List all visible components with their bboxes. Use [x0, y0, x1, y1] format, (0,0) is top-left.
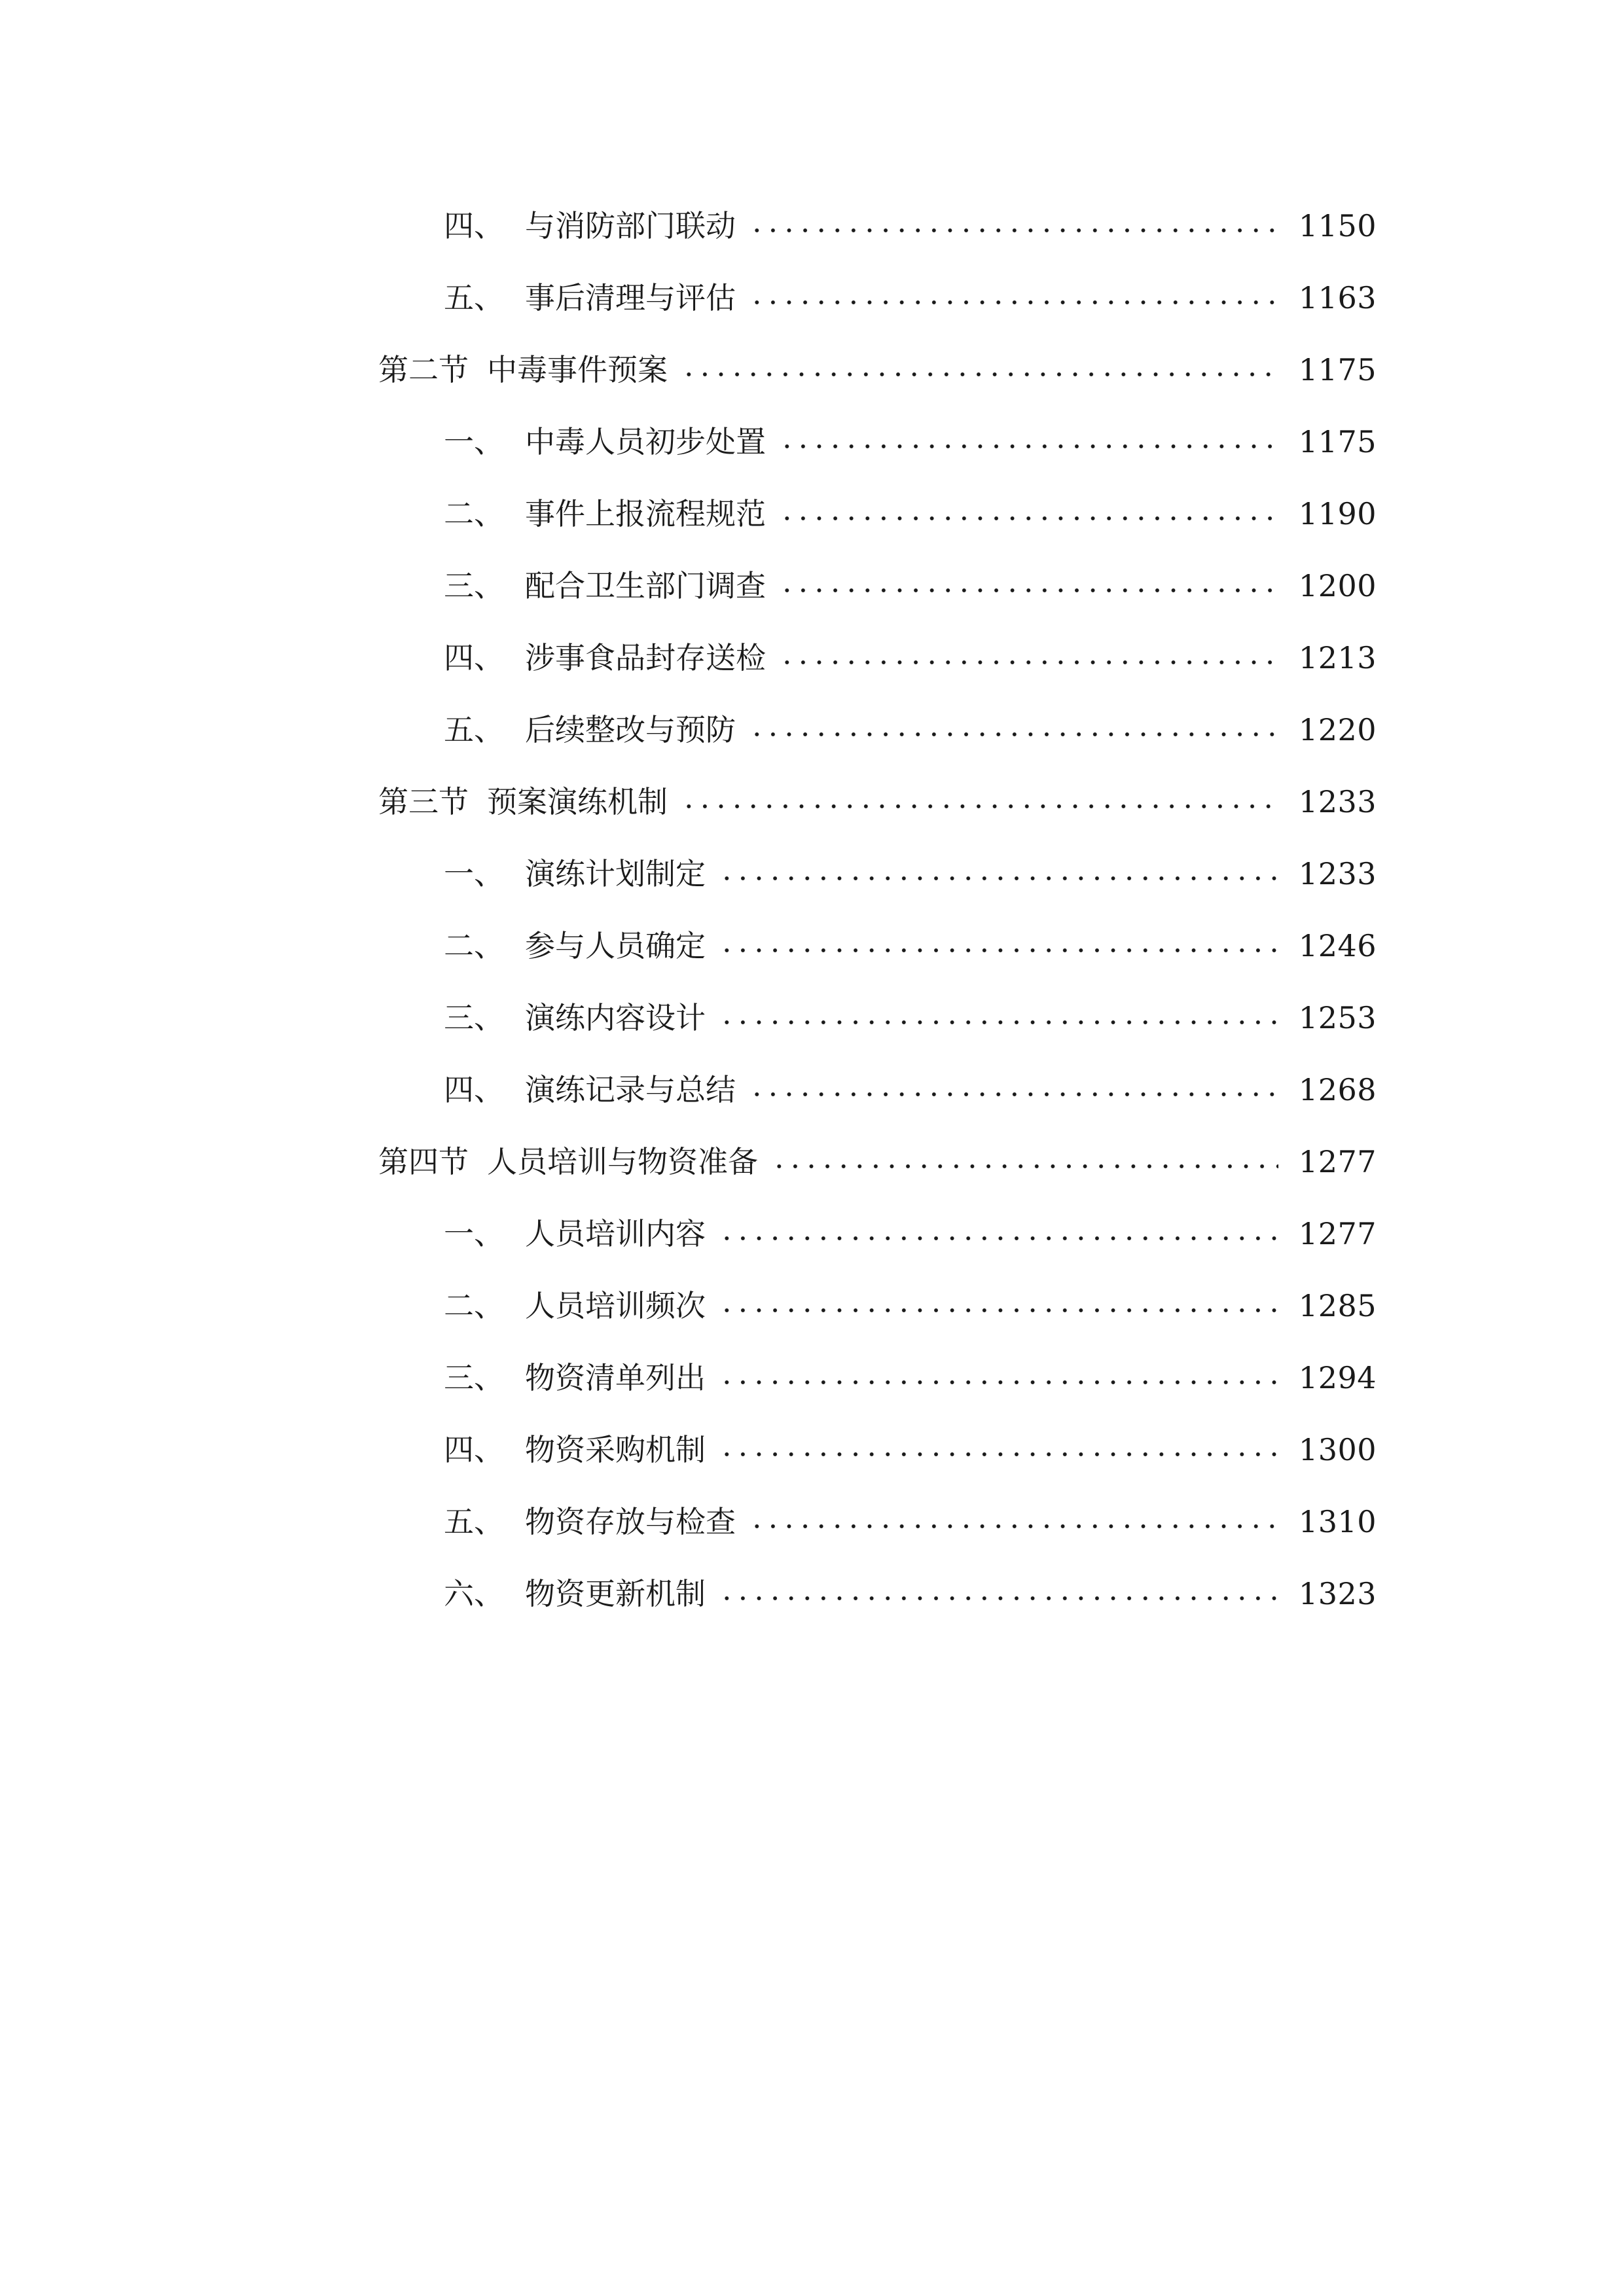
toc-entry-page-number: 1294: [1298, 1360, 1377, 1395]
toc-section-entry[interactable]: [0, 1126, 1624, 1198]
toc-entry-page-number: 1277: [1298, 1216, 1377, 1251]
toc-subsection-entry[interactable]: [0, 1198, 1624, 1270]
toc-entry-number: 四、: [444, 208, 504, 243]
toc-entry-title: 事件上报流程规范: [525, 496, 766, 531]
toc-subsection-entry[interactable]: [0, 982, 1624, 1054]
toc-entry-number: 三、: [444, 568, 504, 603]
dot-leader: [719, 1380, 1278, 1385]
toc-section-entry[interactable]: [0, 766, 1624, 838]
toc-entry-title: 演练记录与总结: [525, 1072, 736, 1107]
dot-leader: [749, 228, 1278, 233]
toc-entry-number: 三、: [444, 1360, 504, 1395]
toc-entry-page-number: 1175: [1298, 352, 1377, 387]
toc-entry-page-number: 1200: [1298, 568, 1377, 603]
toc-entry-title: 与消防部门联动: [525, 208, 736, 243]
toc-entry-number: 五、: [444, 280, 504, 315]
toc-subsection-entry[interactable]: [0, 1342, 1624, 1414]
toc-subsection-entry[interactable]: [0, 406, 1624, 478]
toc-entry-page-number: 1233: [1298, 784, 1377, 819]
toc-entry-number: 四、: [444, 640, 504, 675]
toc-entry-title: 配合卫生部门调查: [525, 568, 766, 603]
toc-entry-page-number: 1213: [1298, 640, 1377, 675]
toc-entry-number: 五、: [444, 712, 504, 747]
toc-subsection-entry[interactable]: [0, 1054, 1624, 1126]
dot-leader: [719, 1596, 1278, 1601]
toc-subsection-entry[interactable]: [0, 478, 1624, 550]
dot-leader: [779, 588, 1278, 593]
toc-entry-title: 参与人员确定: [525, 928, 706, 963]
dot-leader: [779, 444, 1278, 449]
toc-entry-title: 演练计划制定: [525, 856, 706, 891]
toc-entry-number: 第三节: [378, 784, 469, 819]
toc-entry-page-number: 1220: [1298, 712, 1377, 747]
toc-entry-title: 后续整改与预防: [525, 712, 736, 747]
toc-entry-title: 人员培训与物资准备: [487, 1144, 758, 1179]
toc-entry-page-number: 1190: [1298, 496, 1377, 531]
toc-entry-page-number: 1300: [1298, 1432, 1377, 1467]
toc-subsection-entry[interactable]: [0, 910, 1624, 982]
toc-entry-page-number: 1268: [1298, 1072, 1377, 1107]
toc-subsection-entry[interactable]: [0, 550, 1624, 622]
toc-entry-title: 中毒事件预案: [487, 352, 668, 387]
toc-entry-page-number: 1323: [1298, 1576, 1377, 1611]
dot-leader: [719, 948, 1278, 953]
toc-entry-title: 涉事食品封存送检: [525, 640, 766, 675]
toc-entry-page-number: 1246: [1298, 928, 1377, 963]
toc-subsection-entry[interactable]: [0, 1558, 1624, 1630]
toc-subsection-entry[interactable]: [0, 622, 1624, 694]
toc-entry-title: 人员培训内容: [525, 1216, 706, 1251]
dot-leader: [749, 300, 1278, 305]
toc-entry-number: 二、: [444, 928, 504, 963]
dot-leader: [719, 1020, 1278, 1025]
toc-entry-title: 中毒人员初步处置: [525, 424, 766, 459]
dot-leader: [719, 1308, 1278, 1313]
toc-entry-number: 三、: [444, 1000, 504, 1035]
toc-entry-title: 事后清理与评估: [525, 280, 736, 315]
toc-entry-number: 第二节: [378, 352, 469, 387]
table-of-contents: [0, 190, 1624, 1630]
dot-leader: [749, 1524, 1278, 1529]
toc-entry-title: 物资清单列出: [525, 1360, 706, 1395]
dot-leader: [719, 1452, 1278, 1457]
dot-leader: [779, 660, 1278, 665]
dot-leader: [719, 1236, 1278, 1241]
dot-leader: [749, 732, 1278, 737]
toc-entry-number: 六、: [444, 1576, 504, 1611]
toc-entry-title: 人员培训频次: [525, 1288, 706, 1323]
toc-entry-title: 物资采购机制: [525, 1432, 706, 1467]
toc-entry-title: 物资更新机制: [525, 1576, 706, 1611]
toc-subsection-entry[interactable]: [0, 190, 1624, 262]
toc-subsection-entry[interactable]: [0, 1414, 1624, 1486]
toc-subsection-entry[interactable]: [0, 262, 1624, 334]
toc-section-entry[interactable]: [0, 334, 1624, 406]
toc-subsection-entry[interactable]: [0, 1486, 1624, 1558]
toc-subsection-entry[interactable]: [0, 1270, 1624, 1342]
dot-leader: [681, 804, 1278, 809]
toc-entry-number: 一、: [444, 856, 504, 891]
toc-entry-number: 一、: [444, 424, 504, 459]
toc-entry-title: 物资存放与检查: [525, 1504, 736, 1539]
toc-subsection-entry[interactable]: [0, 694, 1624, 766]
toc-subsection-entry[interactable]: [0, 838, 1624, 910]
toc-entry-number: 二、: [444, 496, 504, 531]
dot-leader: [779, 516, 1278, 521]
toc-entry-page-number: 1175: [1298, 424, 1377, 459]
toc-entry-page-number: 1150: [1298, 208, 1377, 243]
dot-leader: [719, 876, 1278, 881]
toc-entry-page-number: 1233: [1298, 856, 1377, 891]
toc-entry-number: 五、: [444, 1504, 504, 1539]
dot-leader: [749, 1092, 1278, 1097]
toc-entry-number: 第四节: [378, 1144, 469, 1179]
toc-entry-number: 四、: [444, 1432, 504, 1467]
toc-entry-title: 演练内容设计: [525, 1000, 706, 1035]
toc-entry-title: 预案演练机制: [487, 784, 668, 819]
dot-leader: [771, 1164, 1278, 1169]
dot-leader: [681, 372, 1278, 377]
toc-entry-page-number: 1253: [1298, 1000, 1377, 1035]
toc-entry-page-number: 1163: [1298, 280, 1377, 315]
toc-entry-page-number: 1277: [1298, 1144, 1377, 1179]
toc-entry-number: 四、: [444, 1072, 504, 1107]
toc-entry-number: 二、: [444, 1288, 504, 1323]
toc-entry-page-number: 1310: [1298, 1504, 1377, 1539]
toc-entry-page-number: 1285: [1298, 1288, 1377, 1323]
toc-entry-number: 一、: [444, 1216, 504, 1251]
